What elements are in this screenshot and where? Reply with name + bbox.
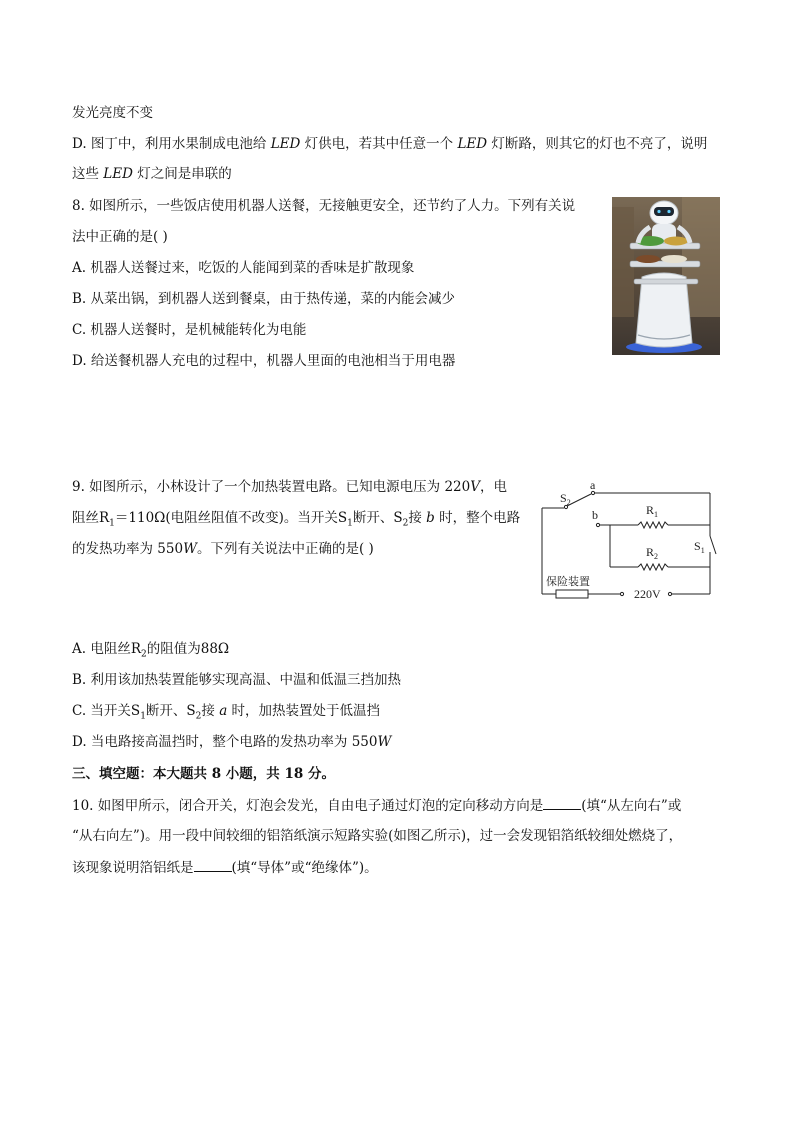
label-r2: $R_2$ bbox=[646, 545, 659, 561]
heating-circuit-diagram bbox=[536, 474, 726, 606]
q10-line1: 10. 如图甲所示，闭合开关，灯泡会发光，自由电子通过灯泡的定向移动方向是 (填“从左向右”或 bbox=[72, 798, 682, 814]
label-fuse: 保险装置 bbox=[546, 575, 590, 588]
q8-option-d: D. 给送餐机器人充电的过程中，机器人里面的电池相当于用电器 bbox=[72, 353, 456, 369]
label-s2: $S_2$ bbox=[560, 491, 571, 507]
label-b: b bbox=[592, 508, 598, 522]
label-voltage: 220V bbox=[634, 587, 661, 601]
q10-blank-2[interactable] bbox=[194, 858, 232, 872]
label-a: a bbox=[590, 478, 596, 492]
q9-option-a: A. 电阻丝$R_2$的阻值为88Ω bbox=[72, 641, 230, 660]
label-r1: $R_1$ bbox=[646, 503, 659, 519]
q9-option-c: C. 当开关$S_1$断开、$S_2$接 a 时，加热装置处于低温挡 bbox=[72, 703, 381, 722]
q7-option-d-line1: D. 图丁中，利用水果制成电池给 LED 灯供电，若其中任意一个 LED 灯断路，则其它的灯也不亮了，说明 bbox=[72, 136, 708, 152]
robot-waiter-photo bbox=[612, 197, 720, 355]
q8-option-a: A. 机器人送餐过来，吃饭的人能闻到菜的香味是扩散现象 bbox=[72, 260, 415, 276]
q8-option-b: B. 从菜出锅，到机器人送到餐桌，由于热传递，菜的内能会减少 bbox=[72, 291, 456, 307]
q8-option-c: C. 机器人送餐时，是机械能转化为电能 bbox=[72, 322, 307, 338]
label-s1: $S_1$ bbox=[694, 539, 705, 555]
section-3-title: 三、填空题：本大题共 8 小题，共 18 分。 bbox=[72, 766, 335, 782]
q9-stem-line1: 9. 如图所示，小林设计了一个加热装置电路。已知电源电压为 220V，电 bbox=[72, 479, 507, 495]
q7-option-d-line2: 这些 LED 灯之间是串联的 bbox=[72, 166, 232, 182]
q9-option-d: D. 当电路接高温挡时，整个电路的发热功率为 550W bbox=[72, 734, 392, 750]
q7-option-c-tail: 发光亮度不变 bbox=[72, 105, 153, 121]
q10-blank-1[interactable] bbox=[543, 796, 581, 810]
q9-option-b: B. 利用该加热装置能够实现高温、中温和低温三挡加热 bbox=[72, 672, 402, 688]
q8-stem-line2: 法中正确的是( ) bbox=[72, 229, 168, 245]
q10-line2: “从右向左”)。用一段中间较细的铝箔纸演示短路实验(如图乙所示)，过一会发现铝箔纸较细处燃烧了， bbox=[72, 828, 683, 844]
q10-line3: 该现象说明箔铝纸是 (填“导体”或“绝缘体”)。 bbox=[72, 860, 378, 876]
q9-stem-line3: 的发热功率为 550W。下列有关说法中正确的是( ) bbox=[72, 541, 374, 557]
q9-stem-line2: 阻丝$R_1=110\Omega$(电阻丝阻值不改变)。当开关$S_1$断开、$S_2$接 b 时，整个电路 bbox=[72, 510, 521, 529]
q8-stem-line1: 8. 如图所示，一些饭店使用机器人送餐，无接触更安全，还节约了人力。下列有关说 bbox=[72, 198, 576, 214]
